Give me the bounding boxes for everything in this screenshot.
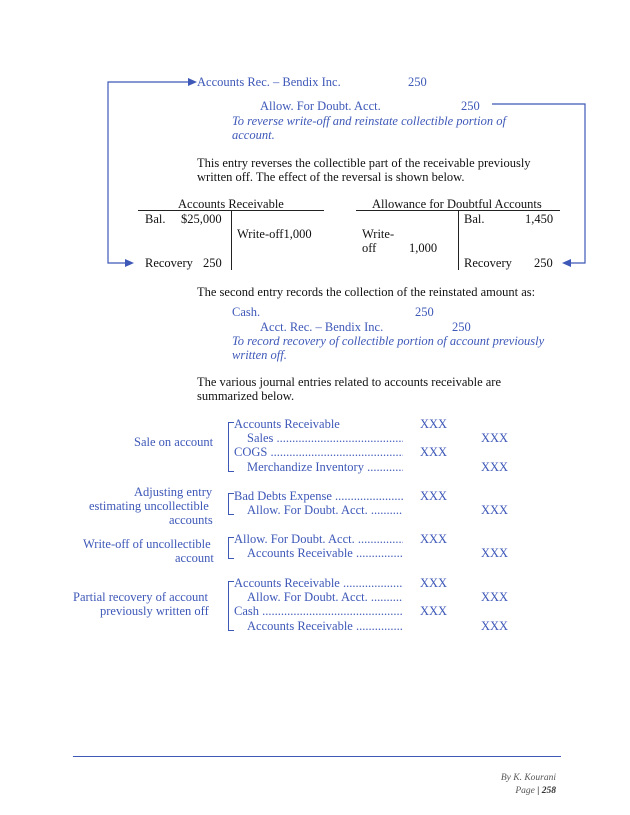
- para3-line2: summarized below.: [197, 389, 295, 403]
- g1-row4-account: Merchandize Inventory .....: [247, 460, 403, 474]
- g4-row2-account: Allow. For Doubt. Acct. .....: [247, 590, 403, 604]
- g4-row4-account: Accounts Receivable .....: [247, 619, 403, 633]
- entry1-credit-account: Allow. For Doubt. Acct.: [260, 99, 381, 113]
- g2-row1-debit: XXX: [420, 489, 448, 503]
- entry1-memo-line2: account.: [232, 128, 275, 142]
- g4-row3-debit: XXX: [420, 604, 448, 618]
- footer-page: [515, 784, 556, 798]
- arrowhead-to-ar-recovery: [125, 259, 134, 267]
- ar-recovery-amount: 250: [203, 256, 222, 270]
- allow-bal-amount: 1,450: [525, 212, 554, 226]
- allow-center-rule: [458, 210, 459, 270]
- ar-bal-amount: $25,000: [181, 212, 222, 226]
- entry1-memo-line1: To reverse write-off and reinstate collectible portion of: [232, 114, 506, 128]
- g2-row2-credit: XXX: [481, 503, 509, 517]
- allow-writeoff-line1: Write-: [362, 227, 395, 241]
- g1-row4-credit: XXX: [481, 460, 509, 474]
- para1-line2: written off. The effect of the reversal is shown below.: [197, 170, 465, 184]
- group2-label-line1: Adjusting entry: [134, 485, 213, 499]
- g1-row3-debit: XXX: [420, 445, 448, 459]
- g2-row2-account: Allow. For Doubt. Acct. .....: [247, 503, 403, 517]
- ar-writeoff: Write-off1,000: [237, 227, 312, 241]
- group2-label-line2: estimating uncollectible: [89, 499, 209, 513]
- ar-bal-label: Bal.: [145, 212, 166, 226]
- footer-page-label: Page: [515, 786, 535, 796]
- g4-row2-credit: XXX: [481, 590, 509, 604]
- g2-row1-account: Bad Debts Expense .....: [234, 489, 403, 503]
- g1-row2-credit: XXX: [481, 431, 509, 445]
- g1-row1-debit: XXX: [420, 417, 448, 431]
- para1-line1: This entry reverses the collectible part of the receivable previously: [197, 156, 531, 170]
- footer-separator: |: [537, 786, 540, 796]
- entry1-debit-account: Accounts Rec. – Bendix Inc.: [197, 75, 341, 89]
- group4-label-line2: previously written off: [100, 604, 209, 618]
- group2-label-line3: accounts: [169, 513, 213, 527]
- g1-row2-account: Sales .....: [247, 431, 403, 445]
- entry1-debit-amount: 250: [408, 75, 427, 89]
- g4-row3-account: Cash .....: [234, 604, 403, 618]
- footer-author: By K. Kourani: [500, 773, 556, 783]
- entry2-memo-line1: To record recovery of collectible portion of account previously: [232, 334, 545, 348]
- g1-row1-account: Accounts Receivable: [234, 417, 340, 431]
- group3-label-line1: Write-off of uncollectible: [83, 537, 211, 551]
- arrowhead-to-debit: [188, 78, 197, 86]
- ar-center-rule: [231, 210, 232, 270]
- entry1-credit-amount: 250: [461, 99, 480, 113]
- g3-row2-account: Accounts Receivable .....: [247, 546, 403, 560]
- allow-writeoff-amount: 1,000: [409, 241, 438, 255]
- footer-page-number: 258: [541, 786, 556, 796]
- allow-recovery-amount: 250: [534, 256, 553, 270]
- group4-label-line1: Partial recovery of account: [73, 590, 209, 604]
- group1-label: Sale on account: [134, 435, 214, 449]
- g3-row1-debit: XXX: [420, 532, 448, 546]
- footer-rule: [73, 756, 561, 757]
- g3-row1-account: Allow. For Doubt. Acct. .....: [234, 532, 403, 546]
- entry2-credit-account: Acct. Rec. – Bendix Inc.: [260, 320, 384, 334]
- entry2-memo-line2: written off.: [232, 348, 287, 362]
- ar-title: Accounts Receivable: [178, 197, 284, 211]
- left-connector-line: [108, 82, 193, 263]
- g4-row1-debit: XXX: [420, 576, 448, 590]
- g1-row3-account: COGS .....: [234, 445, 403, 459]
- g4-row4-credit: XXX: [481, 619, 509, 633]
- allow-recovery-label: Recovery: [464, 256, 512, 270]
- allow-title: Allowance for Doubtful Accounts: [372, 197, 542, 211]
- group3-label-line2: account: [175, 551, 214, 565]
- g3-row2-credit: XXX: [481, 546, 509, 560]
- allow-writeoff-line2: off: [362, 241, 377, 255]
- para3-line1: The various journal entries related to accounts receivable are: [197, 375, 502, 389]
- entry2-credit-amount: 250: [452, 320, 471, 334]
- entry2-debit-account: Cash.: [232, 305, 261, 319]
- allow-bal-label: Bal.: [464, 212, 485, 226]
- para2: The second entry records the collection of the reinstated amount as:: [197, 285, 536, 299]
- g4-row1-account: Accounts Receivable .....: [234, 576, 403, 590]
- ar-recovery-label: Recovery: [145, 256, 193, 270]
- entry2-debit-amount: 250: [415, 305, 434, 319]
- arrowhead-to-allow-recovery: [562, 259, 571, 267]
